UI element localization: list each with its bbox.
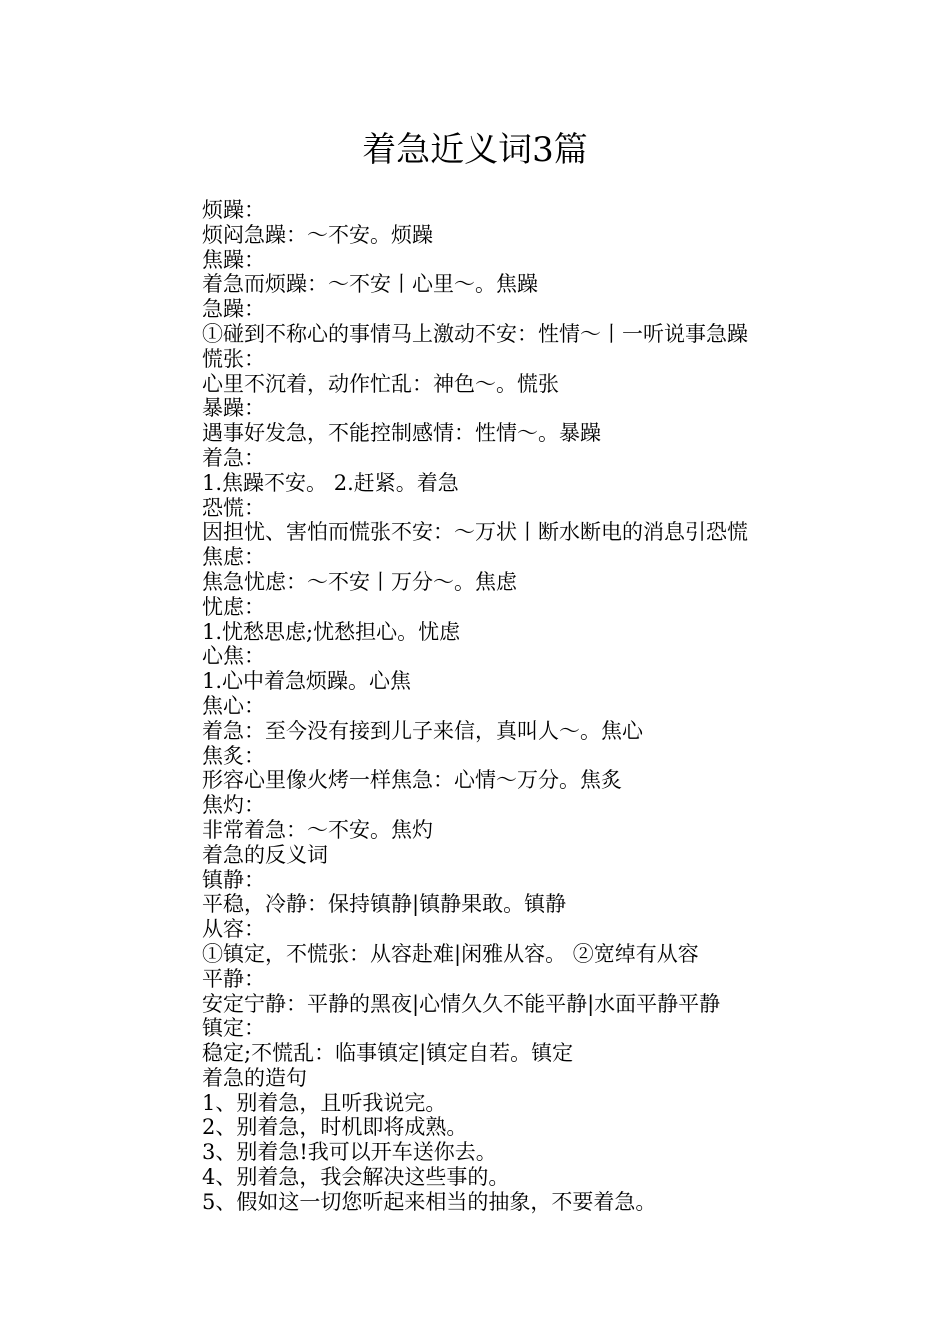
- text-line: 因担忧、害怕而慌张不安：～万状丨断水断电的消息引恐慌: [202, 520, 748, 545]
- text-line: 安定宁静：平静的黑夜|心情久久不能平静|水面平静平静: [202, 991, 721, 1016]
- text-line: 平稳，冷静：保持镇静|镇静果敢。镇静: [202, 892, 567, 917]
- text-line: 1.忧愁思虑;忧愁担心。忧虑: [202, 619, 461, 644]
- document-body: [202, 198, 922, 1215]
- text-line: 焦急忧虑：～不安丨万分～。焦虑: [202, 569, 517, 594]
- text-line: 着急：至今没有接到儿子来信，真叫人～。焦心: [202, 718, 643, 743]
- text-line: 焦躁：: [202, 247, 265, 272]
- text-line: 3、别着急!我可以开车送你去。: [202, 1140, 497, 1165]
- text-line: 形容心里像火烤一样焦急：心情～万分。焦炙: [202, 768, 622, 793]
- text-line: ①镇定，不慌张：从容赴难|闲雅从容。 ②宽绰有从容: [202, 941, 699, 966]
- text-line: 慌张：: [202, 346, 265, 371]
- text-line: 2、别着急，时机即将成熟。: [202, 1115, 468, 1140]
- text-line: 1、别着急，且听我说完。: [202, 1090, 447, 1115]
- section-heading: 着急的反义词: [202, 842, 328, 867]
- text-line: 烦闷急躁：～不安。烦躁: [202, 222, 433, 247]
- text-line: 1.焦躁不安。 2.赶紧。着急: [202, 470, 459, 495]
- text-line: 1.心中着急烦躁。心焦: [202, 669, 412, 694]
- text-line: 着急而烦躁：～不安丨心里～。焦躁: [202, 272, 538, 297]
- text-line: 焦虑：: [202, 545, 265, 570]
- document-title: 着急近义词3篇: [362, 130, 588, 170]
- text-line: 平静：: [202, 966, 265, 991]
- text-line: 心里不沉着，动作忙乱：神色～。慌张: [202, 371, 559, 396]
- text-line: ①碰到不称心的事情马上激动不安：性情～丨一听说事急躁: [202, 321, 748, 346]
- text-line: 焦心：: [202, 693, 265, 718]
- text-line: 心焦：: [202, 644, 265, 669]
- text-line: 遇事好发急，不能控制感情：性情～。暴躁: [202, 421, 601, 446]
- text-line: 烦躁：: [202, 198, 265, 222]
- text-line: 非常着急：～不安。焦灼: [202, 817, 433, 842]
- section-heading: 着急的造句: [202, 1065, 307, 1090]
- text-line: 5、假如这一切您听起来相当的抽象，不要着急。: [202, 1189, 657, 1214]
- text-line: 镇定：: [202, 1016, 265, 1041]
- text-line: 忧虑：: [202, 594, 265, 619]
- text-line: 镇静：: [202, 867, 265, 892]
- text-line: 着急：: [202, 445, 265, 470]
- text-line: 焦炙：: [202, 743, 265, 768]
- text-line: 恐慌：: [202, 495, 265, 520]
- text-line: 从容：: [202, 917, 265, 942]
- text-line: 稳定;不慌乱：临事镇定|镇定自若。镇定: [202, 1041, 574, 1066]
- text-line: 暴躁：: [202, 396, 265, 421]
- text-line: 急躁：: [202, 297, 265, 322]
- text-line: 4、别着急，我会解决这些事的。: [202, 1165, 510, 1190]
- text-line: 焦灼：: [202, 793, 265, 818]
